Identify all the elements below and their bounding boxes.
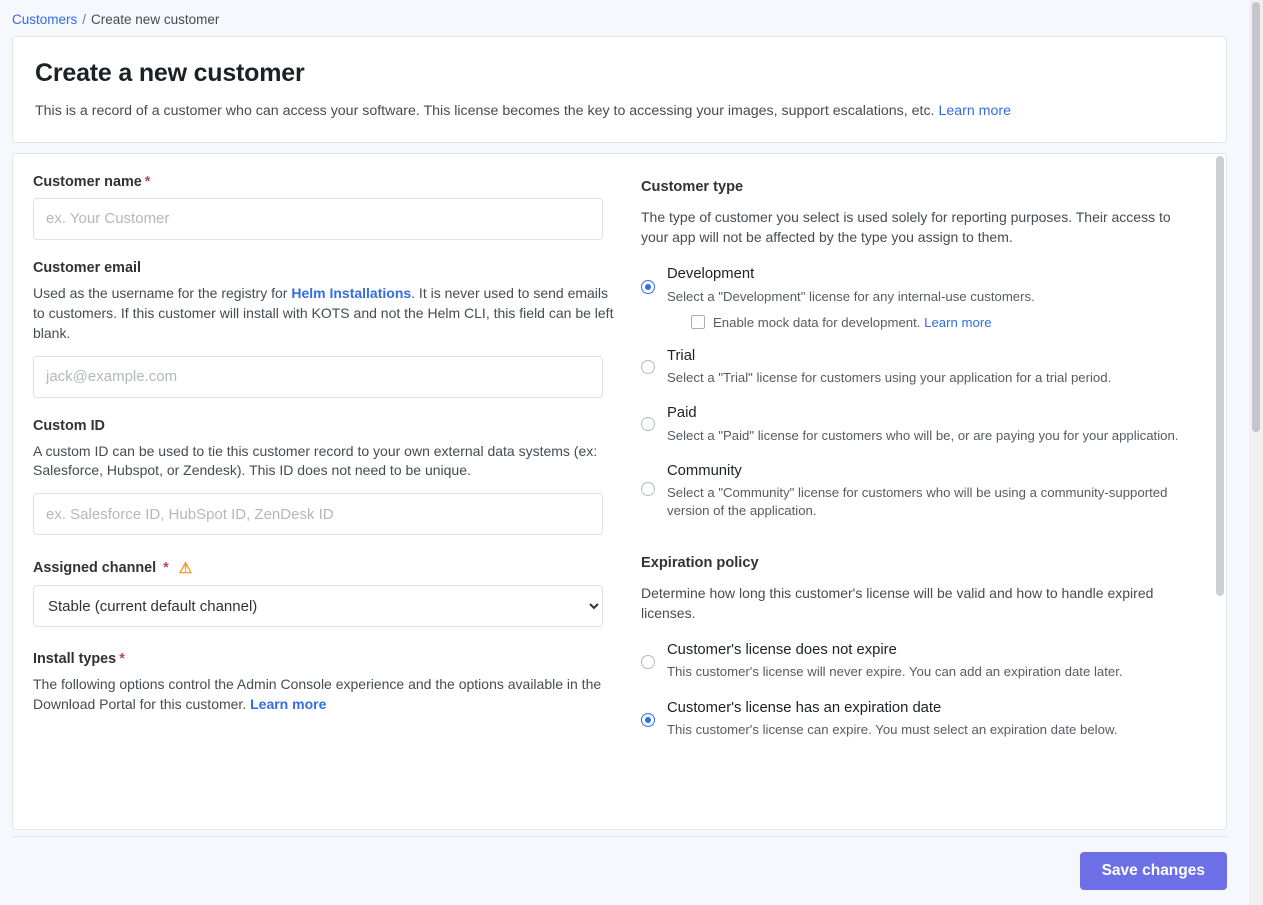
customer-email-input[interactable]	[33, 356, 603, 398]
expiration-no-expiry-desc: This customer's license will never expire. You can add an expiration date later.	[667, 664, 1123, 680]
customer-type-trial-title: Trial	[667, 347, 696, 364]
form-left-column	[33, 174, 619, 829]
customer-email-help	[33, 284, 619, 344]
customer-name-required-marker: *	[144, 173, 151, 190]
custom-id-help: A custom ID can be used to tie this customer record to your own external data systems (ex: Salesforce, Hubspot, or Zendesk). This ID does not need to be unique.	[33, 442, 598, 479]
radio-wrap	[641, 404, 655, 436]
expiration-no-expiry-title: Customer's license does not expire	[667, 642, 897, 659]
form-scrollbar-thumb[interactable]	[1216, 156, 1224, 596]
customer-type-option-paid[interactable]	[641, 404, 1202, 444]
install-types-learn-more-link[interactable]: Learn more	[250, 696, 327, 713]
install-types-help-text: The following options control the Admin Console experience and the options available in the Download Portal for this customer.	[33, 676, 602, 713]
custom-id-input[interactable]	[33, 493, 603, 535]
customer-name-field-group	[33, 174, 619, 240]
assigned-channel-label	[33, 559, 619, 577]
radio-wrap	[641, 462, 655, 501]
install-types-field-group	[33, 651, 619, 715]
radio-paid[interactable]	[641, 417, 655, 431]
install-types-help	[33, 675, 619, 715]
mock-data-row[interactable]	[691, 315, 1202, 330]
breadcrumb	[0, 0, 1263, 36]
form-right-column	[641, 174, 1202, 829]
assigned-channel-select[interactable]	[33, 585, 603, 627]
page-description	[35, 102, 1202, 122]
customer-form-card	[12, 153, 1227, 830]
customer-type-community-desc: Select a "Community" license for customers who will be using a community-supported version of the application.	[667, 485, 1168, 519]
custom-id-field-group	[33, 418, 619, 536]
page-scrollbar-thumb[interactable]	[1252, 2, 1260, 432]
install-types-label-text: Install types	[33, 651, 117, 668]
breadcrumb-current: Create new customer	[91, 11, 220, 27]
expiration-has-expiry-title: Customer's license has an expiration date	[667, 699, 942, 716]
radio-license-has-expiration-date[interactable]	[641, 713, 655, 727]
radio-wrap	[641, 699, 655, 732]
radio-community[interactable]	[641, 482, 655, 496]
breadcrumb-customers-link[interactable]: Customers	[12, 11, 78, 27]
mock-data-learn-more-link[interactable]: Learn more	[924, 314, 992, 330]
form-footer	[0, 837, 1263, 905]
customer-name-label-text: Customer name	[33, 173, 142, 190]
expiration-has-expiry-desc: This customer's license can expire. You must select an expiration date below.	[667, 721, 1118, 737]
expiration-policy-description: Determine how long this customer's license will be valid and how to handle expired licenses.	[641, 584, 1154, 621]
form-scrollbar[interactable]	[1216, 156, 1224, 829]
radio-wrap	[641, 641, 655, 674]
radio-wrap	[641, 265, 655, 299]
customer-type-option-trial[interactable]	[641, 347, 1202, 387]
mock-data-label-text: Enable mock data for development.	[713, 314, 921, 330]
assigned-channel-field-group	[33, 559, 619, 627]
expiration-policy-title: Expiration policy	[641, 554, 759, 571]
expiration-option-no-expiry[interactable]	[641, 641, 1202, 681]
assigned-channel-label-text: Assigned channel	[33, 560, 157, 577]
customer-email-help-suffix: . It is never used to send emails to customers. If this customer will install with KOTS and not the Helm CLI, this field can be left blank.	[33, 284, 614, 341]
customer-email-field-group	[33, 260, 619, 398]
customer-type-title: Customer type	[641, 178, 744, 195]
customer-type-description: The type of customer you select is used solely for reporting purposes. Their access to your app will not be affected by the type you assign to them.	[641, 208, 1171, 246]
page-header-card	[12, 36, 1227, 143]
customer-type-paid-desc: Select a "Paid" license for customers who will be, or are paying you for your application.	[667, 427, 1179, 443]
helm-installations-link[interactable]: Helm Installations	[291, 284, 412, 301]
customer-type-development-desc: Select a "Development" license for any internal-use customers.	[667, 288, 1035, 304]
customer-name-input[interactable]	[33, 198, 603, 240]
customer-email-help-prefix: Used as the username for the registry for	[33, 284, 292, 301]
mock-data-label	[713, 315, 992, 330]
install-types-label	[33, 651, 619, 667]
customer-email-label: Customer email	[33, 259, 141, 276]
custom-id-label: Custom ID	[33, 417, 105, 434]
radio-development[interactable]	[641, 280, 655, 294]
assigned-channel-required-marker: *	[163, 560, 169, 577]
radio-license-does-not-expire[interactable]	[641, 655, 655, 669]
customer-type-option-community[interactable]	[641, 462, 1202, 521]
customer-name-label	[33, 174, 619, 190]
customer-type-trial-desc: Select a "Trial" license for customers using your application for a trial period.	[667, 370, 1112, 386]
mock-data-checkbox[interactable]	[691, 315, 705, 329]
breadcrumb-separator: /	[82, 11, 87, 27]
page-title: Create a new customer	[35, 59, 305, 87]
page-description-text: This is a record of a customer who can access your software. This license becomes the key to accessing your images, support escalations, etc.	[35, 103, 935, 119]
radio-trial[interactable]	[641, 360, 655, 374]
customer-type-community-title: Community	[667, 462, 742, 479]
warning-triangle-icon: ⚠	[178, 560, 193, 578]
customer-type-development-title: Development	[667, 266, 755, 283]
header-learn-more-link[interactable]: Learn more	[938, 103, 1011, 119]
customer-type-option-development[interactable]	[641, 265, 1202, 329]
save-changes-button[interactable]: Save changes	[1080, 852, 1227, 890]
customer-type-paid-title: Paid	[667, 405, 697, 422]
install-types-required-marker: *	[119, 651, 125, 668]
page-scrollbar[interactable]	[1249, 0, 1263, 905]
expiration-option-has-expiry[interactable]	[641, 699, 1202, 739]
radio-wrap	[641, 347, 655, 379]
